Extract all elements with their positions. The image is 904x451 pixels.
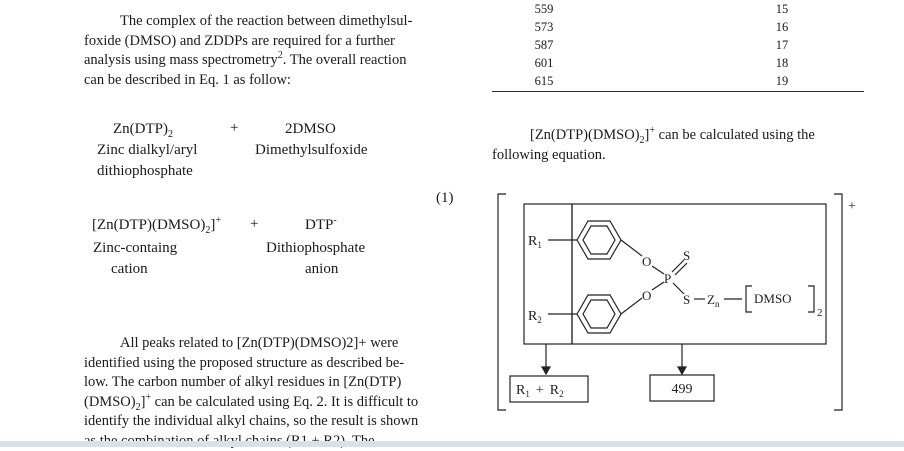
table-bottom-rule <box>492 91 864 92</box>
table-cell-carbon: 15 <box>752 1 812 19</box>
dmso-subscript: 2 <box>817 307 823 319</box>
peaks-line-4: $(DMSO)_2]^+$ can be calculated using Eq. 2. It is difficult to <box>84 393 452 413</box>
structure-figure <box>490 190 870 420</box>
product-1-formula: $[Zn(DTP)(DMSO)_2]^+$ <box>92 215 221 235</box>
outer-left-bracket <box>498 194 506 410</box>
sulfur-zn: S <box>683 292 690 307</box>
viewer-bottom-bar <box>0 441 904 447</box>
r1-label: $R_1$ <box>528 234 542 250</box>
table-cell-carbon: 17 <box>752 37 812 55</box>
table-cell-carbon: 18 <box>752 55 812 73</box>
intro-line-3: analysis using mass spectrometry$^2$. The overall reaction <box>84 51 452 71</box>
dmso-right-bracket <box>808 286 814 312</box>
table-cell-carbon: 16 <box>752 19 812 37</box>
product-1-name-line-1: Zinc-containg <box>93 238 177 258</box>
table-cell-carbon: 19 <box>752 73 812 91</box>
reactant-1-name-line-1: Zinc dialkyl/aryl <box>97 140 197 160</box>
peaks-line-3: low. The carbon number of alkyl residues in [Zn(DTP) <box>84 373 452 393</box>
sulfur-top: S <box>683 248 690 263</box>
product-1-name-line-2: cation <box>111 259 148 279</box>
r2-label: $R_2$ <box>528 309 542 325</box>
product-2-formula: DTP- <box>305 215 337 235</box>
benzene-ring-top-inner <box>583 226 615 254</box>
core-mass-value: 499 <box>672 382 693 397</box>
table-cell-mass: 559 <box>514 1 574 19</box>
peaks-line-2: identified using the proposed structure as described be- <box>84 354 452 374</box>
peaks-line-5: identify the individual alkyl chains, so the result is shown <box>84 412 452 432</box>
reactant-1-formula: $Zn(DTP)_2$ <box>113 119 173 139</box>
intro-line-4: can be described in Eq. 1 as follow: <box>84 71 452 91</box>
dmso-label: DMSO <box>754 291 792 306</box>
intro-line-1: The complex of the reaction between dimethylsul- <box>84 12 452 32</box>
oxygen-top: O <box>642 254 651 269</box>
equation-plus-1: + <box>230 118 238 138</box>
reactant-1-name-line-2: dithiophosphate <box>97 161 193 181</box>
table-cell-mass: 573 <box>514 19 574 37</box>
p-s-double-bond-2 <box>675 263 687 275</box>
equation-intro-line-1: $[Zn(DTP)(DMSO)_2]^+$ can be calculated using the <box>492 126 864 146</box>
reactant-2-formula: 2DMSO <box>285 119 336 139</box>
table-cell-mass: 615 <box>514 73 574 91</box>
peaks-paragraph <box>84 334 452 451</box>
intro-paragraph <box>84 12 452 90</box>
zinc-label: $Z_n$ <box>707 292 720 309</box>
equation-intro-line-2: following equation. <box>492 146 864 166</box>
dmso-left-bracket <box>746 286 752 312</box>
table-cell-mass: 587 <box>514 37 574 55</box>
core-arrow-head <box>678 367 686 374</box>
product-2-name-line-2: anion <box>305 259 338 279</box>
outer-right-bracket <box>834 194 842 410</box>
oxygen-bottom: O <box>642 288 651 303</box>
product-2-name-line-1: Dithiophosphate <box>266 238 365 258</box>
alkyl-sum-label: $R_1 + R_2$ <box>516 383 564 399</box>
peaks-line-1: All peaks related to [Zn(DTP)(DMSO)2]+ were <box>84 334 452 354</box>
benzene-ring-bottom-inner <box>583 300 615 328</box>
charge-plus: + <box>848 199 856 214</box>
alkyl-arrow-head <box>542 367 550 374</box>
o-p-bond-bottom <box>652 282 664 290</box>
phosphorus: P <box>664 271 671 286</box>
reactant-2-name: Dimethylsulfoxide <box>255 140 368 160</box>
table-cell-mass: 601 <box>514 55 574 73</box>
ring-o-bond-top <box>621 240 642 256</box>
equation-number: (1) <box>436 188 454 208</box>
ring-o-bond-bottom <box>621 298 642 314</box>
equation-intro-text <box>492 126 864 165</box>
intro-line-2: foxide (DMSO) and ZDDPs are required for a further <box>84 32 452 52</box>
o-p-bond-top <box>652 266 664 274</box>
equation-plus-2: + <box>250 214 258 234</box>
